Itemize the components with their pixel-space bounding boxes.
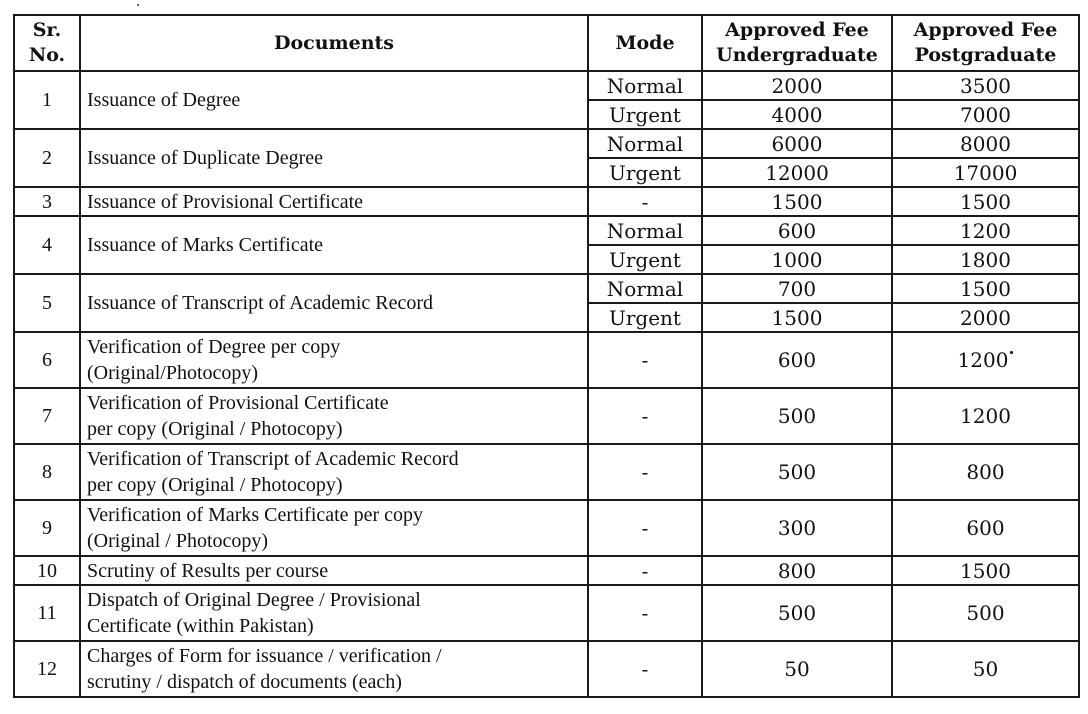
document-name: Issuance of Marks Certificate — [80, 216, 588, 274]
fee-postgraduate: 1500 — [892, 274, 1079, 303]
mode-cell: - — [588, 388, 702, 444]
mode-cell: Urgent — [588, 303, 702, 332]
mode-cell: - — [588, 585, 702, 641]
fee-undergraduate: 2000 — [702, 71, 892, 100]
fee-undergraduate: 1500 — [702, 187, 892, 216]
table-row — [14, 71, 1079, 100]
header-mode: Mode — [588, 15, 702, 71]
table-row — [14, 641, 1079, 697]
document-name: Issuance of Provisional Certificate — [80, 187, 588, 216]
header-fee-undergraduate: Approved Fee Undergraduate — [702, 15, 892, 71]
header-documents: Documents — [80, 15, 588, 71]
fee-postgraduate: 1500 — [892, 556, 1079, 585]
document-name: Verification of Transcript of Academic Record per copy (Original / Photocopy) — [80, 444, 588, 500]
table-row — [14, 332, 1079, 388]
mode-cell: Normal — [588, 216, 702, 245]
mode-cell: - — [588, 444, 702, 500]
fee-postgraduate: 1800 — [892, 245, 1079, 274]
table-row — [14, 274, 1079, 303]
table-row — [14, 556, 1079, 585]
fee-postgraduate: 600 — [892, 500, 1079, 556]
table-row — [14, 187, 1079, 216]
mode-cell: Urgent — [588, 245, 702, 274]
fee-postgraduate: 7000 — [892, 100, 1079, 129]
document-name: Verification of Degree per copy (Original/Photocopy) — [80, 332, 588, 388]
table-row — [14, 216, 1079, 245]
fee-undergraduate: 500 — [702, 585, 892, 641]
sr-number: 4 — [14, 216, 80, 274]
table-row — [14, 129, 1079, 158]
fee-postgraduate: 800 — [892, 444, 1079, 500]
fee-undergraduate: 1500 — [702, 303, 892, 332]
header-sr-no: Sr. No. — [14, 15, 80, 71]
mode-cell: Normal — [588, 129, 702, 158]
fee-undergraduate: 600 — [702, 332, 892, 388]
header-fee-postgraduate: Approved Fee Postgraduate — [892, 15, 1079, 71]
document-name: Issuance of Degree — [80, 71, 588, 129]
sr-number: 6 — [14, 332, 80, 388]
fee-undergraduate: 4000 — [702, 100, 892, 129]
ink-dot-mark — [1010, 351, 1013, 354]
fee-postgraduate: 1200 — [892, 216, 1079, 245]
fee-schedule-table — [13, 14, 1080, 698]
sr-number: 11 — [14, 585, 80, 641]
mode-cell: Urgent — [588, 158, 702, 187]
document-name: Charges of Form for issuance / verification / scrutiny / dispatch of documents (each) — [80, 641, 588, 697]
mode-cell: - — [588, 641, 702, 697]
fee-undergraduate: 500 — [702, 388, 892, 444]
sr-number: 5 — [14, 274, 80, 332]
sr-number: 2 — [14, 129, 80, 187]
document-name: Issuance of Transcript of Academic Record — [80, 274, 588, 332]
table-row — [14, 500, 1079, 556]
fee-undergraduate: 600 — [702, 216, 892, 245]
sr-number: 7 — [14, 388, 80, 444]
table-row — [14, 444, 1079, 500]
scan-artifact — [137, 4, 139, 6]
sr-number: 8 — [14, 444, 80, 500]
fee-undergraduate: 6000 — [702, 129, 892, 158]
fee-postgraduate: 1200 — [892, 332, 1079, 388]
sr-number: 12 — [14, 641, 80, 697]
fee-postgraduate: 500 — [892, 585, 1079, 641]
fee-postgraduate: 3500 — [892, 71, 1079, 100]
document-name: Verification of Marks Certificate per copy (Original / Photocopy) — [80, 500, 588, 556]
fee-undergraduate: 800 — [702, 556, 892, 585]
fee-postgraduate: 17000 — [892, 158, 1079, 187]
fee-undergraduate: 12000 — [702, 158, 892, 187]
sr-number: 3 — [14, 187, 80, 216]
mode-cell: Normal — [588, 274, 702, 303]
document-name: Verification of Provisional Certificate per copy (Original / Photocopy) — [80, 388, 588, 444]
fee-undergraduate: 300 — [702, 500, 892, 556]
sr-number: 1 — [14, 71, 80, 129]
mode-cell: - — [588, 500, 702, 556]
fee-undergraduate: 1000 — [702, 245, 892, 274]
table-row — [14, 388, 1079, 444]
fee-postgraduate: 8000 — [892, 129, 1079, 158]
mode-cell: - — [588, 332, 702, 388]
fee-undergraduate: 50 — [702, 641, 892, 697]
mode-cell: - — [588, 187, 702, 216]
fee-postgraduate: 2000 — [892, 303, 1079, 332]
fee-postgraduate: 1500 — [892, 187, 1079, 216]
mode-cell: Normal — [588, 71, 702, 100]
fee-postgraduate: 50 — [892, 641, 1079, 697]
header-row — [14, 15, 1079, 71]
mode-cell: - — [588, 556, 702, 585]
document-name: Dispatch of Original Degree / Provisional Certificate (within Pakistan) — [80, 585, 588, 641]
mode-cell: Urgent — [588, 100, 702, 129]
fee-undergraduate: 500 — [702, 444, 892, 500]
fee-postgraduate: 1200 — [892, 388, 1079, 444]
table-row — [14, 585, 1079, 641]
sr-number: 10 — [14, 556, 80, 585]
sr-number: 9 — [14, 500, 80, 556]
document-name: Scrutiny of Results per course — [80, 556, 588, 585]
fee-undergraduate: 700 — [702, 274, 892, 303]
document-name: Issuance of Duplicate Degree — [80, 129, 588, 187]
